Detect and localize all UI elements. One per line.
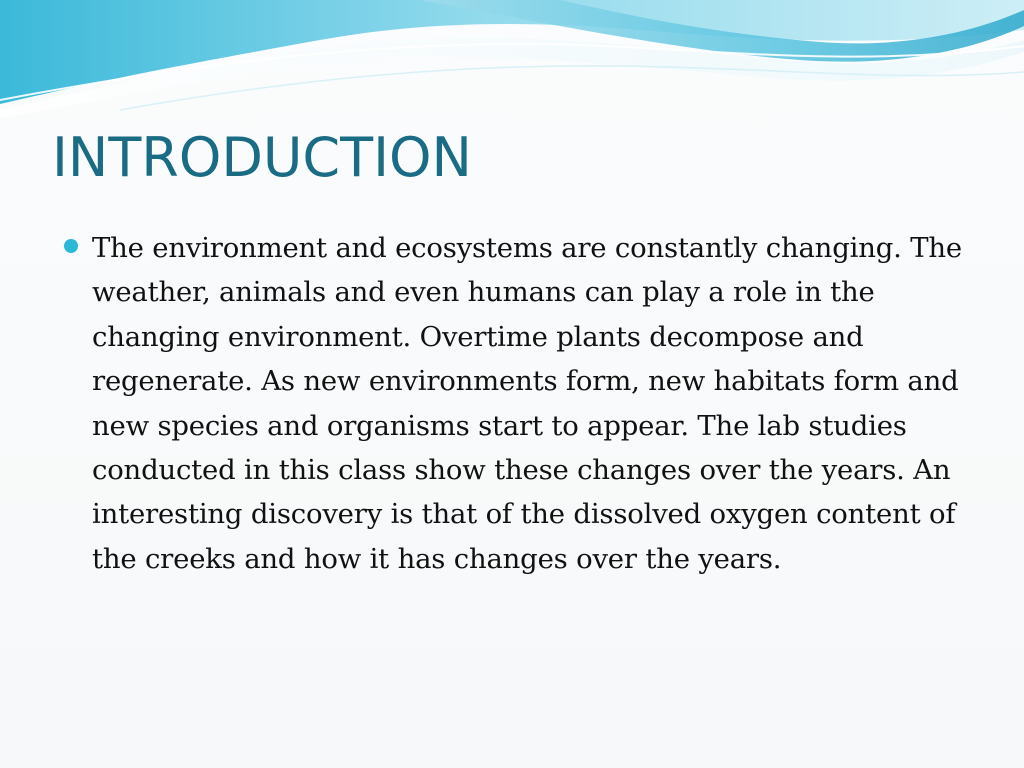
bullet-text: The environment and ecosystems are constantly changing. The weather, animals and even humans can play a role in the changing environment. Overtime plants decompose and regenerate. As new environments form, new habitats form and new species and organisms start to appear. The lab studies conducted in this class show these changes over the years. An interesting discovery is that of the dissolved oxygen content of the creeks and how it has changes over the years. [92, 232, 962, 575]
slide-title: INTRODUCTION [52, 126, 472, 189]
bullet-list [62, 226, 967, 581]
header-wave-decoration [0, 0, 1024, 130]
bullet-item [62, 226, 967, 581]
circle-bullet-icon [64, 239, 78, 253]
